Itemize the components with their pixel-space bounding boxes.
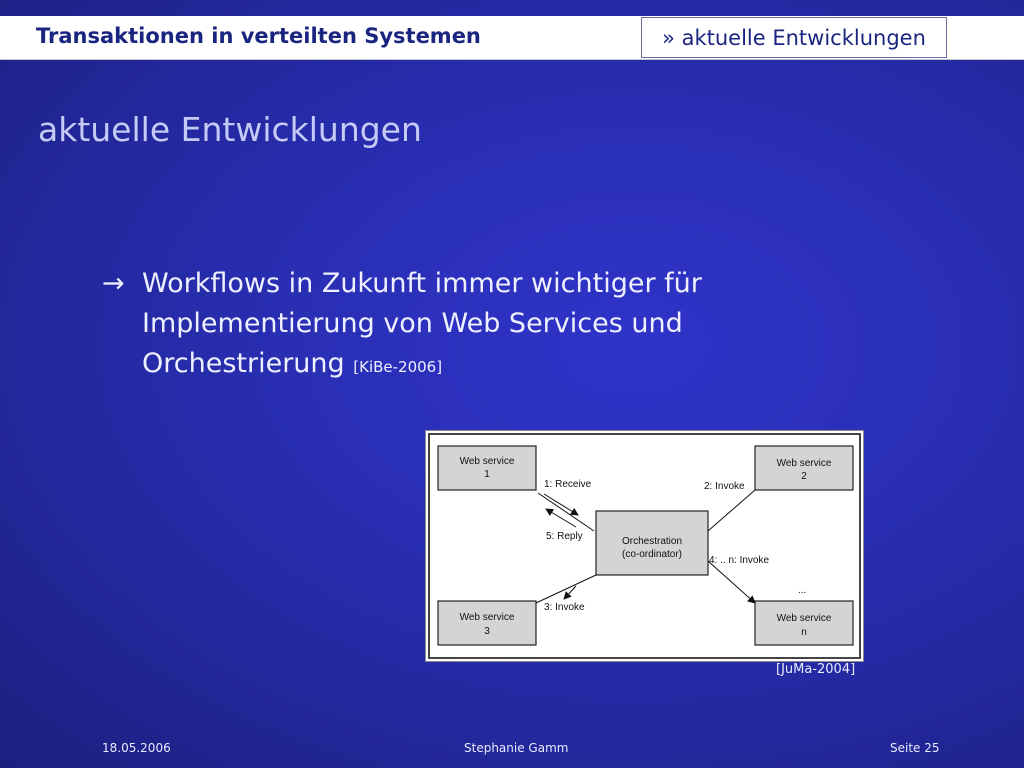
edge-label-invoken: 4: .. n: Invoke (709, 555, 770, 566)
slide-title: aktuelle Entwicklungen (38, 110, 422, 149)
edge-label-invoke3: 3: Invoke (544, 602, 585, 613)
node-web-service-3 (438, 601, 536, 645)
header-title: Transaktionen in verteilten Systemen (36, 24, 481, 48)
ws2-label-1: Web service (776, 458, 832, 469)
figure-citation: [JuMa-2004] (776, 662, 856, 677)
ellipsis-label: ... (798, 585, 807, 596)
ws3-label-2: 3 (484, 626, 490, 637)
footer-author: Stephanie Gamm (464, 741, 569, 755)
edge-label-reply: 5: Reply (546, 531, 583, 542)
ws3-label-1: Web service (459, 612, 515, 623)
arrow-reply (546, 509, 576, 527)
edge-label-receive: 1: Receive (544, 479, 592, 490)
node-web-service-2 (755, 446, 853, 490)
edge-label-invoke2: 2: Invoke (704, 481, 745, 492)
orchestration-diagram (425, 430, 864, 662)
edge-orch-wsn (708, 561, 755, 603)
arrow-receive (544, 494, 578, 515)
section-breadcrumb: » aktuelle Entwicklungen (641, 17, 947, 58)
bullet-line-3-text: Orchestrierung (142, 348, 345, 379)
edge-ws1-orch (538, 493, 594, 531)
node-orchestration (596, 511, 708, 575)
ws1-label-2: 1 (484, 469, 490, 480)
bullet-line-3 (142, 344, 822, 387)
bullet-citation: [KiBe-2006] (353, 358, 443, 376)
right-arrow-icon: → (102, 268, 125, 299)
node-web-service-n (755, 601, 853, 645)
edge-orch-ws3 (536, 575, 596, 603)
ws2-label-2: 2 (801, 471, 807, 482)
orchestration-label-1: Orchestration (621, 536, 683, 547)
bullet-text (142, 264, 822, 387)
footer-page-number: Seite 25 (890, 741, 940, 755)
orchestration-label-2: (co-ordinator) (621, 549, 683, 560)
diagram-svg (426, 431, 865, 663)
wsn-label-1: Web service (776, 613, 832, 624)
arrow-invoke3 (564, 586, 576, 599)
bullet-point (102, 264, 822, 387)
edge-orch-ws2 (708, 490, 755, 531)
bullet-line-1: Workflows in Zukunft immer wichtiger für (142, 268, 702, 299)
footer-date: 18.05.2006 (102, 741, 171, 755)
bullet-line-2: Implementierung von Web Services und (142, 308, 683, 339)
node-web-service-1 (438, 446, 536, 490)
ws1-label-1: Web service (459, 456, 515, 467)
wsn-label-2: n (801, 627, 807, 638)
